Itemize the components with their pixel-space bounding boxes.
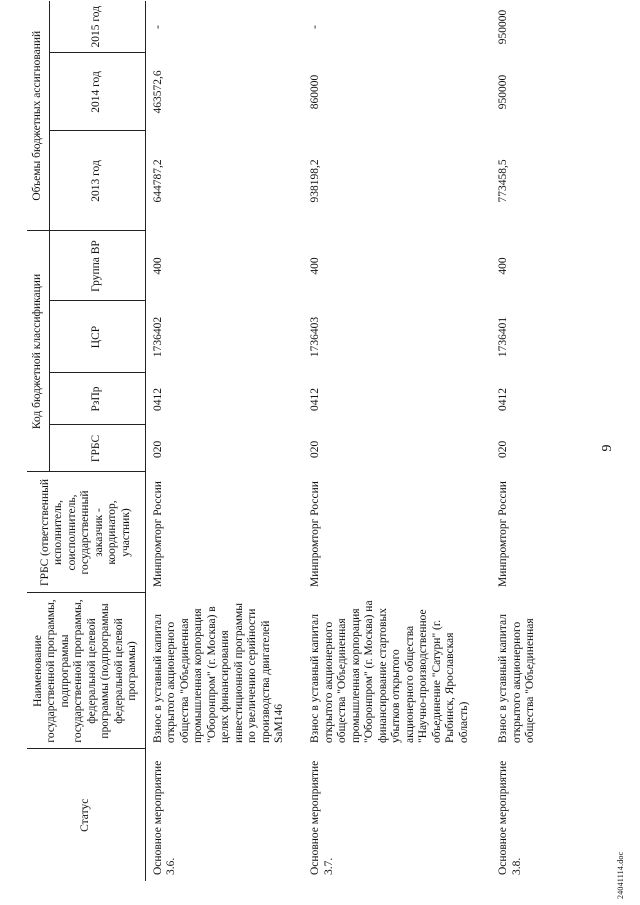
row-rzpr: 0412 (309, 388, 321, 411)
row-amount-2014: 860000 (309, 74, 321, 110)
row-grbs-code: 020 (309, 440, 321, 458)
row-amount-2015: - (309, 25, 321, 29)
row-status: Основное мероприятие 3.6. (151, 760, 177, 875)
row-csr: 1736403 (309, 316, 321, 358)
header-rzpr: РзПр (49, 373, 145, 425)
row-amount-2015: - (151, 25, 164, 29)
row-amount-2013: 938198,2 (309, 159, 321, 203)
row-vr: 400 (497, 257, 509, 275)
row-status: Основное мероприятие 3.7. (309, 760, 335, 875)
row-grbs-code: 020 (151, 440, 164, 458)
row-vr: 400 (151, 257, 164, 275)
header-grbs-code: ГРБС (49, 425, 145, 472)
table-row (303, 1, 491, 881)
row-rzpr: 0412 (151, 388, 164, 411)
budget-allocation-table (27, 1, 623, 881)
header-budget-volumes: Объемы бюджетных ассигнований (27, 1, 49, 231)
row-vr: 400 (309, 257, 321, 275)
row-csr: 1736401 (497, 316, 509, 358)
header-vr-group: Группа ВР (49, 231, 145, 301)
header-program-name: Наименование государственной программы, подпрограммы государственной программы, федеральной целевой программы (подпрограммы федеральной целевой программы) (27, 593, 145, 749)
row-grbs-name: Минпромторг России (151, 481, 164, 587)
row-program-name: Взнос в уставный капитал открытого акционерного общества "Объединенная промышленная корпорация "Оборонпром" (г. Москва) в целях финансирования инвестиционной программы по увеличению серийности производства двигателей SaM146 (151, 603, 285, 743)
row-status: Основное мероприятие 3.8. (497, 760, 523, 875)
row-amount-2013: 644787,2 (151, 159, 164, 203)
header-year-2014: 2014 год (49, 53, 145, 131)
header-budget-classification: Код бюджетной классификации (27, 231, 49, 472)
row-program-name: Взнос в уставный капитал открытого акционерного общества "Объединенная промышленная корпорация "Оборонпром" (г. Москва) на финансирование стартовых убытков открытого акционерного общества "Научно-производственное объединение "Сатурн" (г. Рыбинск, Ярославская область) (309, 600, 470, 743)
row-amount-2013: 773458,5 (497, 159, 509, 203)
header-year-2013: 2013 год (49, 131, 145, 231)
row-program-name: Взнос в уставный капитал открытого акционерного общества "Объединенная (497, 614, 536, 743)
header-status: Статус (27, 749, 145, 881)
row-grbs-name: Минпромторг России (497, 481, 509, 587)
header-year-2015: 2015 год (49, 1, 145, 53)
row-grbs-name: Минпромторг России (309, 481, 321, 587)
row-csr: 1736402 (151, 316, 164, 358)
row-grbs-code: 020 (497, 440, 509, 458)
header-grbs-role: ГРБС (ответственный исполнитель, соисполнитель, государственный заказчик - координатор, участник) (27, 472, 145, 593)
document-code: 24041114.doc (616, 851, 625, 899)
row-amount-2015: 950000 (497, 9, 509, 45)
table-row (145, 1, 303, 881)
header-csr: ЦСР (49, 301, 145, 373)
row-amount-2014: 463572,6 (151, 70, 164, 114)
row-amount-2014: 950000 (497, 74, 509, 110)
row-rzpr: 0412 (497, 388, 509, 411)
page-number: 9 (600, 444, 615, 452)
